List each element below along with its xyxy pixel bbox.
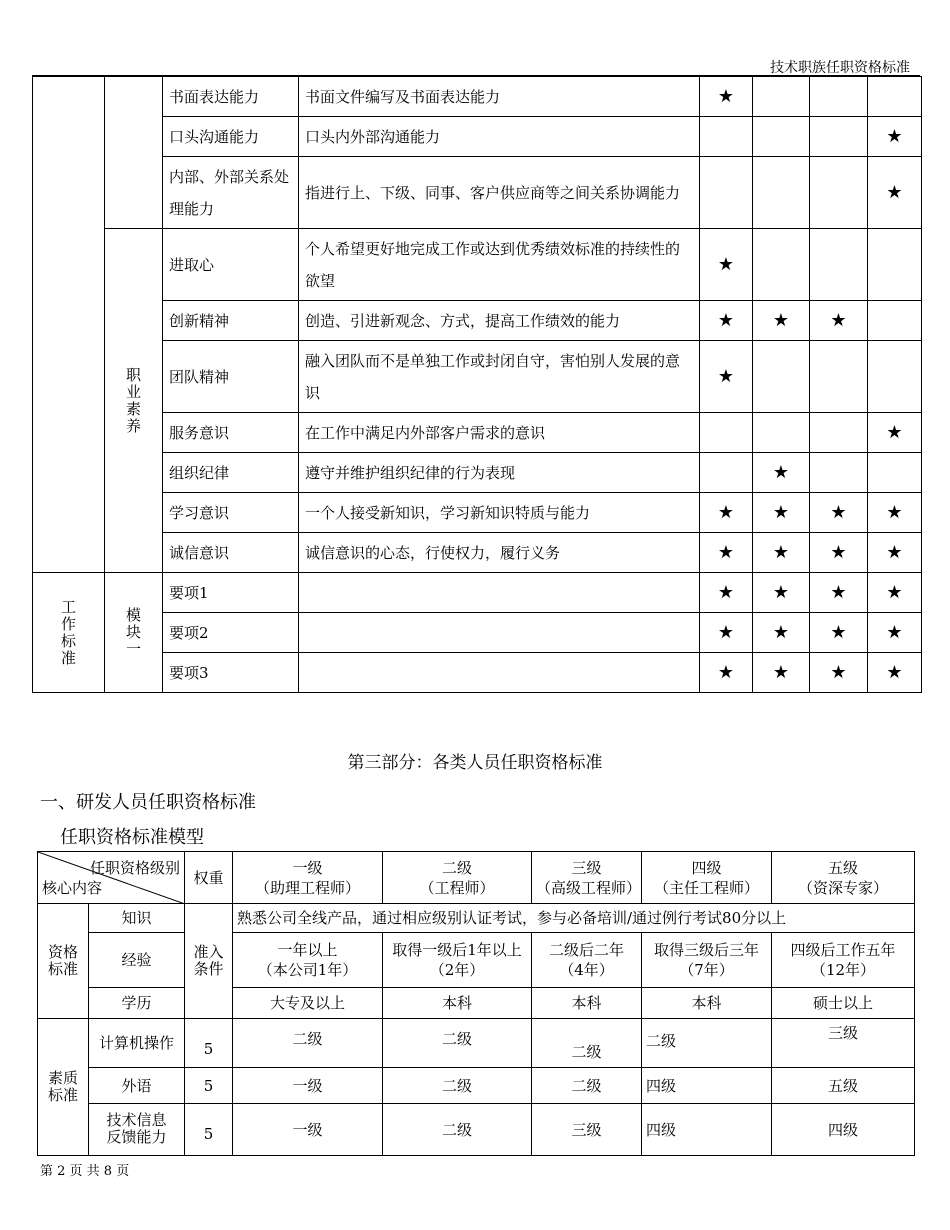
level-2-mark <box>753 229 810 301</box>
level-4-mark <box>868 229 922 301</box>
level-3-mark: ★ <box>810 493 868 533</box>
quality-value: 四级 <box>642 1104 772 1156</box>
experience-cell: 一年以上 （本公司1年） <box>233 933 383 988</box>
level-2-mark: ★ <box>753 493 810 533</box>
level-4-mark: ★ <box>868 117 922 157</box>
table-row <box>33 413 922 453</box>
item-name: 团队精神 <box>163 341 299 413</box>
level-3-mark: ★ <box>810 301 868 341</box>
table-header-row <box>38 852 915 904</box>
level-2-mark <box>753 117 810 157</box>
competency-table <box>32 76 922 693</box>
page-number: 第 2 页 共 8 页 <box>40 1164 130 1179</box>
quality-value: 二级 <box>642 1019 772 1068</box>
quality-value: 二级 <box>383 1019 532 1068</box>
quality-value: 五级 <box>772 1068 915 1104</box>
level-4-mark: ★ <box>868 157 922 229</box>
table-row <box>33 453 922 493</box>
level-4-mark: ★ <box>868 653 922 693</box>
level-4-mark <box>868 453 922 493</box>
item-desc: 遵守并维护组织纪律的行为表现 <box>299 453 700 493</box>
quality-value: 一级 <box>233 1068 383 1104</box>
table-row <box>33 573 922 613</box>
level-2-mark <box>753 341 810 413</box>
education-label: 学历 <box>89 988 185 1019</box>
page-header-title: 技术职族任职资格标准 <box>770 60 910 76</box>
item-desc: 指进行上、下级、同事、客户供应商等之间关系协调能力 <box>299 157 700 229</box>
group-work-standard: 工作标准 <box>33 573 105 693</box>
item-name: 服务意识 <box>163 413 299 453</box>
level-3-mark <box>810 157 868 229</box>
level-header: 一级 （助理工程师） <box>233 852 383 904</box>
level-3-mark <box>810 453 868 493</box>
level-3-mark: ★ <box>810 653 868 693</box>
item-name: 口头沟通能力 <box>163 117 299 157</box>
level-header: 二级 （工程师） <box>383 852 532 904</box>
item-desc: 个人希望更好地完成工作或达到优秀绩效标准的持续性的欲望 <box>299 229 700 301</box>
level-1-mark: ★ <box>700 573 753 613</box>
education-cell: 大专及以上 <box>233 988 383 1019</box>
experience-cell: 四级后工作五年 （12年） <box>772 933 915 988</box>
table-row <box>38 1068 915 1104</box>
item-desc: 一个人接受新知识，学习新知识特质与能力 <box>299 493 700 533</box>
quality-value: 二级 <box>383 1068 532 1104</box>
table-row <box>33 341 922 413</box>
section-subtitle: 一、研发人员任职资格标准 <box>40 792 256 813</box>
item-name: 书面表达能力 <box>163 77 299 117</box>
education-cell: 本科 <box>532 988 642 1019</box>
quality-value: 一级 <box>233 1104 383 1156</box>
education-cell: 本科 <box>642 988 772 1019</box>
level-2-mark: ★ <box>753 613 810 653</box>
table-row <box>38 1104 915 1156</box>
item-name: 学习意识 <box>163 493 299 533</box>
weight-value: 5 <box>185 1019 233 1068</box>
level-1-mark <box>700 413 753 453</box>
level-3-mark <box>810 77 868 117</box>
model-subtitle: 任职资格标准模型 <box>60 827 204 848</box>
level-4-mark: ★ <box>868 533 922 573</box>
education-cell: 硕士以上 <box>772 988 915 1019</box>
level-1-mark <box>700 117 753 157</box>
corner-bottom-label: 核心内容 <box>42 879 103 897</box>
table-row <box>33 493 922 533</box>
level-4-mark <box>868 301 922 341</box>
quality-label: 技术信息反馈能力 <box>89 1104 185 1156</box>
item-desc: 在工作中满足内外部客户需求的意识 <box>299 413 700 453</box>
weight-value: 5 <box>185 1068 233 1104</box>
item-name: 进取心 <box>163 229 299 301</box>
level-1-mark <box>700 453 753 493</box>
quality-value: 四级 <box>772 1104 915 1156</box>
experience-cell: 二级后二年 （4年） <box>532 933 642 988</box>
table-row <box>33 653 922 693</box>
level-2-mark <box>753 413 810 453</box>
level-2-mark <box>753 157 810 229</box>
knowledge-label: 知识 <box>89 904 185 933</box>
quality-label: 外语 <box>89 1068 185 1104</box>
item-desc: 口头内外部沟通能力 <box>299 117 700 157</box>
corner-top-label: 任职资格级别 <box>89 859 180 877</box>
table-row <box>33 301 922 341</box>
blank-subgroup-cell <box>105 77 163 229</box>
item-name: 要项2 <box>163 613 299 653</box>
corner-header-cell <box>38 852 185 904</box>
table-row <box>38 933 915 988</box>
level-1-mark: ★ <box>700 229 753 301</box>
qualification-group: 资格标准 <box>38 904 89 1019</box>
item-desc <box>299 573 700 613</box>
level-2-mark: ★ <box>753 573 810 613</box>
level-4-mark: ★ <box>868 573 922 613</box>
level-1-mark: ★ <box>700 77 753 117</box>
item-name: 诚信意识 <box>163 533 299 573</box>
experience-label: 经验 <box>89 933 185 988</box>
table-row <box>38 988 915 1019</box>
level-1-mark: ★ <box>700 653 753 693</box>
blank-group-cell <box>33 77 105 573</box>
level-1-mark: ★ <box>700 533 753 573</box>
group-module-one: 模块一 <box>105 573 163 693</box>
item-desc: 书面文件编写及书面表达能力 <box>299 77 700 117</box>
item-desc <box>299 613 700 653</box>
level-header: 四级 （主任工程师） <box>642 852 772 904</box>
item-name: 内部、外部关系处理能力 <box>163 157 299 229</box>
item-name: 要项3 <box>163 653 299 693</box>
level-header: 三级 （高级工程师） <box>532 852 642 904</box>
item-desc: 融入团队而不是单独工作或封闭自守，害怕别人发展的意识 <box>299 341 700 413</box>
level-1-mark: ★ <box>700 613 753 653</box>
item-name: 组织纪律 <box>163 453 299 493</box>
table-row <box>33 533 922 573</box>
quality-value: 四级 <box>642 1068 772 1104</box>
quality-value: 二级 <box>233 1019 383 1068</box>
table-row <box>33 117 922 157</box>
item-name: 要项1 <box>163 573 299 613</box>
level-3-mark <box>810 341 868 413</box>
knowledge-text: 熟悉公司全线产品，通过相应级别认证考试，参与必备培训/通过例行考试80分以上 <box>233 904 915 933</box>
level-3-mark <box>810 413 868 453</box>
quality-value: 三级 <box>532 1104 642 1156</box>
weight-header: 权重 <box>185 852 233 904</box>
entry-condition: 准入条件 <box>185 904 233 1019</box>
level-3-mark <box>810 229 868 301</box>
experience-cell: 取得一级后1年以上 （2年） <box>383 933 532 988</box>
table-row <box>33 157 922 229</box>
quality-group: 素质标准 <box>38 1019 89 1156</box>
weight-value: 5 <box>185 1104 233 1156</box>
level-1-mark <box>700 157 753 229</box>
experience-cell: 取得三级后三年 （7年） <box>642 933 772 988</box>
quality-value: 二级 <box>532 1019 642 1068</box>
quality-value: 二级 <box>383 1104 532 1156</box>
qualification-model-table <box>37 851 915 1156</box>
quality-value: 二级 <box>532 1068 642 1104</box>
item-name: 创新精神 <box>163 301 299 341</box>
level-header: 五级 （资深专家） <box>772 852 915 904</box>
level-1-mark: ★ <box>700 493 753 533</box>
level-3-mark: ★ <box>810 533 868 573</box>
table-row <box>33 77 922 117</box>
level-1-mark: ★ <box>700 301 753 341</box>
item-desc: 诚信意识的心态，行使权力，履行义务 <box>299 533 700 573</box>
level-3-mark <box>810 117 868 157</box>
level-3-mark: ★ <box>810 573 868 613</box>
group-professional-quality: 职业素养 <box>105 229 163 573</box>
level-2-mark: ★ <box>753 453 810 493</box>
quality-value: 三级 <box>772 1019 915 1068</box>
level-4-mark: ★ <box>868 413 922 453</box>
level-2-mark <box>753 77 810 117</box>
table-row <box>38 1019 915 1068</box>
table-row <box>33 229 922 301</box>
level-4-mark <box>868 341 922 413</box>
level-4-mark: ★ <box>868 493 922 533</box>
education-cell: 本科 <box>383 988 532 1019</box>
level-2-mark: ★ <box>753 533 810 573</box>
level-2-mark: ★ <box>753 653 810 693</box>
quality-label: 计算机操作 <box>89 1019 185 1068</box>
level-3-mark: ★ <box>810 613 868 653</box>
item-desc: 创造、引进新观念、方式，提高工作绩效的能力 <box>299 301 700 341</box>
level-2-mark: ★ <box>753 301 810 341</box>
item-desc <box>299 653 700 693</box>
table-row <box>33 613 922 653</box>
level-1-mark: ★ <box>700 341 753 413</box>
table-row <box>38 904 915 933</box>
section-title: 第三部分：各类人员任职资格标准 <box>347 753 603 773</box>
level-4-mark <box>868 77 922 117</box>
level-4-mark: ★ <box>868 613 922 653</box>
